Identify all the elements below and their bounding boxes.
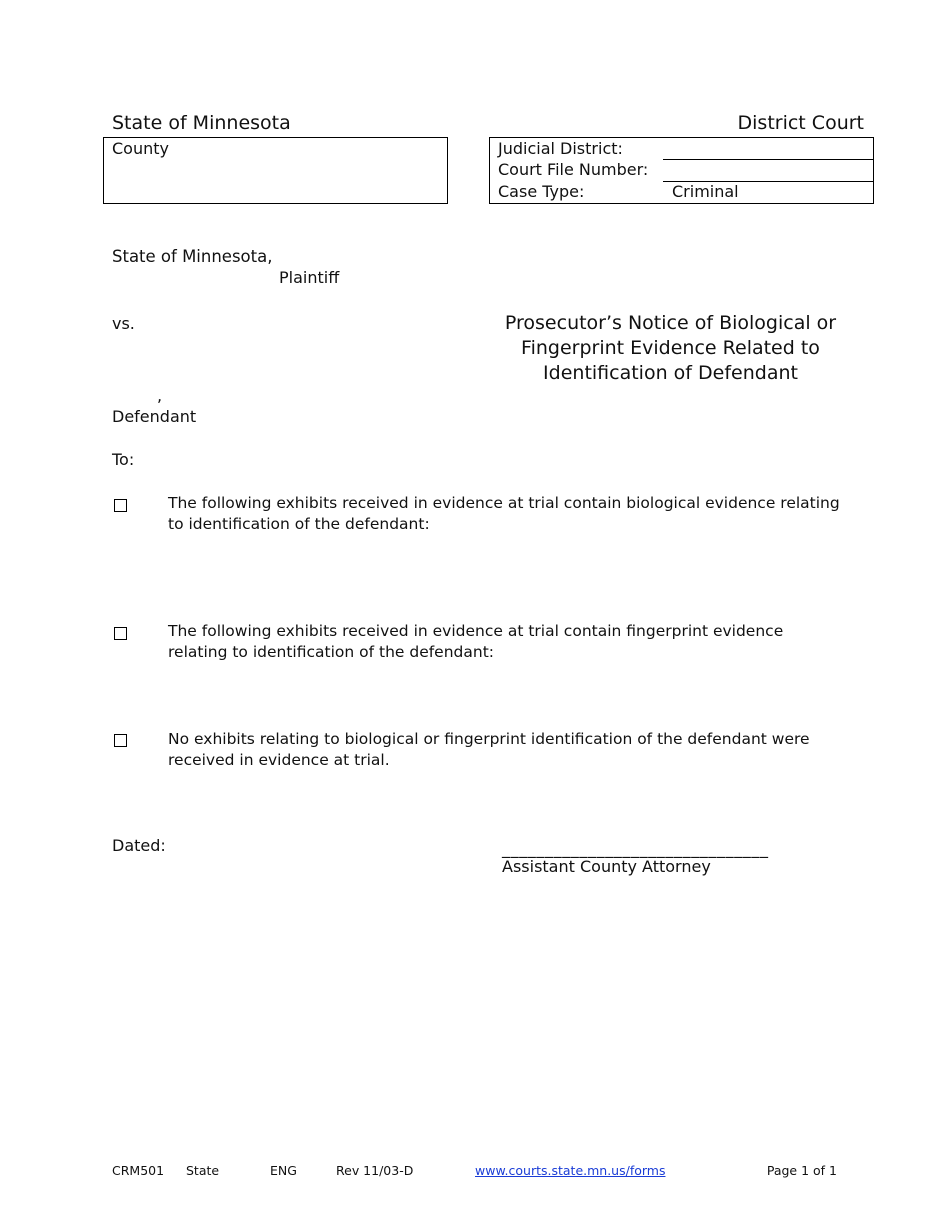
court-file-number-field[interactable] — [663, 181, 874, 182]
fingerprint-evidence-text: The following exhibits received in evidence at trial contain fingerprint evidence relating to identification of the defendant: — [168, 622, 784, 661]
plaintiff-label: Plaintiff — [279, 268, 340, 287]
footer-page-number: Page 1 of 1 — [766, 1163, 837, 1178]
footer-forms-link[interactable]: www.courts.state.mn.us/forms — [475, 1163, 666, 1178]
to-label: To: — [112, 450, 135, 469]
no-exhibits-checkbox[interactable] — [114, 734, 127, 747]
case-type-label: Case Type: — [498, 182, 585, 201]
plaintiff-name: State of Minnesota, — [112, 247, 273, 266]
vs-label: vs. — [112, 314, 135, 333]
signature-line[interactable]: _______________________________ — [502, 839, 769, 858]
footer-revision: Rev 11/03-D — [336, 1163, 414, 1178]
county-label: County — [112, 139, 169, 158]
judicial-district-field[interactable] — [663, 159, 874, 160]
defendant-label: Defendant — [112, 407, 197, 426]
dated-label: Dated: — [112, 836, 166, 855]
biological-evidence-text: The following exhibits received in evidence at trial contain biological evidence relating to identification of the defendant: — [168, 494, 840, 533]
biological-evidence-checkbox[interactable] — [114, 499, 127, 512]
state-heading: State of Minnesota — [112, 112, 291, 134]
case-info-box — [489, 137, 874, 204]
document-title: Prosecutor’s Notice of Biological or Fingerprint Evidence Related to Identification of Defendant — [504, 312, 837, 384]
fingerprint-evidence-checkbox[interactable] — [114, 627, 127, 640]
county-box — [103, 137, 448, 204]
no-exhibits-text: No exhibits relating to biological or fingerprint identification of the defendant were received in evidence at trial. — [168, 730, 810, 769]
judicial-district-label: Judicial District: — [498, 139, 623, 158]
court-file-number-label: Court File Number: — [498, 160, 649, 179]
footer-language: ENG — [270, 1163, 297, 1178]
footer-audience: State — [186, 1163, 220, 1178]
court-heading: District Court — [737, 112, 864, 134]
footer-form-code: CRM501 — [112, 1163, 165, 1178]
case-type-value: Criminal — [672, 182, 739, 201]
defendant-name-comma: , — [157, 386, 163, 405]
signer-title: Assistant County Attorney — [502, 857, 711, 876]
